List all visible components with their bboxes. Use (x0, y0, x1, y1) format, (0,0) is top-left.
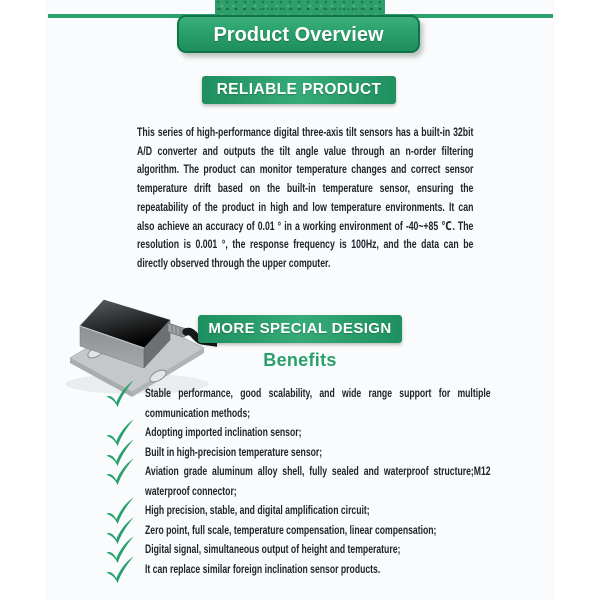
benefit-text: Digital signal, simultaneous output of height and temperature; (145, 542, 401, 556)
reliable-product-banner: RELIABLE PRODUCT (202, 76, 396, 104)
benefit-text: Adopting imported inclination sensor; (145, 425, 302, 439)
checkmark-icon (103, 458, 137, 486)
checkmark-icon (103, 380, 137, 408)
benefit-item (103, 501, 600, 521)
benefit-text: Zero point, full scale, temperature compensation, linear compensation; (145, 522, 437, 537)
benefits-list (103, 384, 600, 579)
benefit-item (103, 423, 600, 443)
product-description-paragraph: This series of high-performance digital three-axis tilt sensors has a built-in 32bit A/D converter and outputs the tilt angle value through an n-order filtering algorithm. The product can monitor temperature changes and correct sensor temperature drift based on the built-in temperature sensor, ensuring the repeatability of the product in high and low temperature environments. It can also achieve an accuracy of 0.01 ° in a working environment of -40~+85 ℃. The resolution is 0.001 °, the response frequency is 100Hz, and the data can be directly observed through the upper computer. (137, 125, 474, 270)
benefits-heading: Benefits (263, 350, 337, 370)
benefit-item (103, 384, 600, 423)
page-title: Product Overview (177, 15, 420, 53)
benefit-text: High precision, stable, and digital amplification circuit; (145, 503, 370, 517)
more-special-design-banner: MORE SPECIAL DESIGN (198, 315, 402, 343)
benefit-text: Built in high-precision temperature sensor; (145, 444, 323, 459)
benefit-text: Stable performance, good scalability, and wide range support for multiple communication methods; (145, 386, 491, 420)
benefit-item (103, 560, 600, 580)
checkmark-icon (103, 556, 137, 584)
benefit-text: Aviation grade aluminum alloy shell, fully sealed and waterproof structure;M12 waterproof connector; (145, 464, 491, 498)
benefit-text: It can replace similar foreign inclination sensor products. (145, 561, 381, 576)
benefit-item (103, 540, 600, 560)
benefit-item (103, 443, 600, 463)
benefit-item (103, 521, 600, 541)
benefit-item (103, 462, 600, 501)
